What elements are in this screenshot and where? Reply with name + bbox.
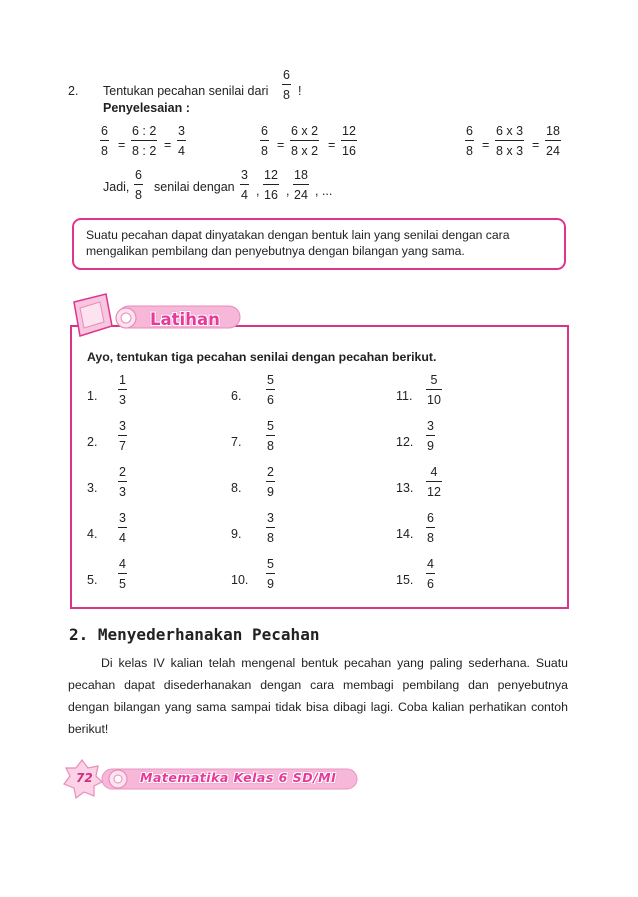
eq3-frac-b [495,124,524,158]
denominator: 8 x 3 [496,144,524,158]
denominator: 6 [267,393,274,407]
latihan-box [70,325,569,609]
exercise-fraction [118,557,127,591]
denominator: 16 [264,188,278,202]
comma: , [256,184,260,198]
denominator: 8 [267,439,274,453]
denominator: 24 [546,144,560,158]
numerator: 2 [119,465,126,479]
denominator: 8 [135,188,142,202]
numerator: 3 [119,419,126,433]
exercise-fraction [266,465,275,499]
numerator: 4 [119,557,126,571]
exercise-fraction [266,557,275,591]
denominator: 8 x 2 [291,144,319,158]
equals-sign: = [277,138,285,152]
numerator: 12 [342,124,356,138]
denominator: 8 [283,88,290,102]
exercise-number: 7. [231,435,242,449]
note-box [72,218,566,270]
ring-inner [114,775,122,783]
prompt-end: ! [298,84,302,98]
exercise-number: 2. [87,435,98,449]
denominator: 8 [101,144,108,158]
numerator: 3 [241,168,248,182]
equals-sign: = [164,138,172,152]
exercise-number: 15. [396,573,414,587]
ring-inner [121,313,131,323]
numerator: 18 [294,168,308,182]
exercise-fraction [426,557,435,591]
exercise-number: 6. [231,389,242,403]
exercise-number: 4. [87,527,98,541]
conclusion-f3 [293,168,309,202]
exercise-number: 9. [231,527,242,541]
exercise-fraction [118,511,127,545]
prompt-fraction [282,68,291,102]
denominator: 12 [427,485,441,499]
denominator: 8 [466,144,473,158]
numerator: 3 [267,511,274,525]
numerator: 5 [267,373,274,387]
denominator: 3 [119,485,126,499]
numerator: 6 x 3 [496,124,524,138]
problem-prompt: Tentukan pecahan senilai dari [103,84,269,98]
denominator: 7 [119,439,126,453]
eq1-frac-c [177,124,186,158]
denominator: 10 [427,393,441,407]
eq2-frac-c [341,124,357,158]
denominator: 8 [261,144,268,158]
exercise-number: 1. [87,389,98,403]
denominator: 8 [427,531,434,545]
exercise-number: 5. [87,573,98,587]
numerator: 6 : 2 [132,124,157,138]
book-title: Matematika Kelas 6 SD/MI [140,770,337,785]
exercise-fraction [426,373,442,407]
exercise-number: 3. [87,481,98,495]
denominator: 16 [342,144,356,158]
latihan-title: Latihan [150,310,220,329]
denominator: 4 [178,144,185,158]
numerator: 6 [135,168,142,182]
equals-sign: = [328,138,336,152]
denominator: 6 [427,577,434,591]
exercise-number: 8. [231,481,242,495]
eq1-frac-b [131,124,157,158]
note-line-2: mengalikan pembilang dan penyebutnya dengan bilangan yang sama. [86,244,465,258]
conclusion-f1 [240,168,249,202]
numerator: 6 [427,511,434,525]
conclusion-mid: senilai dengan [154,180,235,194]
eq3-frac-a [465,124,474,158]
numerator: 6 [283,68,290,82]
conclusion-frac [134,168,143,202]
exercise-fraction [426,511,435,545]
exercise-fraction [266,511,275,545]
denominator: 4 [119,531,126,545]
numerator: 2 [267,465,274,479]
numerator: 3 [119,511,126,525]
problem-number: 2. [68,84,79,98]
numerator: 3 [178,124,185,138]
exercise-number: 13. [396,481,414,495]
numerator: 1 [119,373,126,387]
numerator: 3 [427,419,434,433]
section-heading: 2. Menyederhanakan Pecahan [69,625,320,644]
numerator: 6 [466,124,473,138]
numerator: 6 x 2 [291,124,319,138]
exercise-number: 10. [231,573,249,587]
numerator: 6 [261,124,268,138]
equals-sign: = [482,138,490,152]
exercise-fraction [426,419,435,453]
exercise-number: 14. [396,527,414,541]
numerator: 5 [267,419,274,433]
numerator: 6 [101,124,108,138]
ellipsis: , ... [315,184,333,198]
denominator: 3 [119,393,126,407]
comma: , [286,184,290,198]
equals-sign: = [118,138,126,152]
exercise-fraction [118,465,127,499]
conclusion-jadi: Jadi, [103,180,130,194]
eq1-frac-a [100,124,109,158]
exercise-number: 12. [396,435,414,449]
denominator: 9 [427,439,434,453]
denominator: 8 : 2 [132,144,157,158]
exercise-fraction [266,419,275,453]
numerator: 5 [267,557,274,571]
section-paragraph: Di kelas IV kalian telah mengenal bentuk pecahan yang paling sederhana. Suatu pecahan dapat disederhanakan dengan cara membagi pembilang dan penyebutnya dengan bilangan yang sama sampai tidak bisa dibagi lagi. Coba kalian perhatikan contoh berikut! [68,656,568,736]
eq2-frac-b [290,124,319,158]
denominator: 5 [119,577,126,591]
note-line-1: Suatu pecahan dapat dinyatakan dengan bentuk lain yang senilai dengan cara [86,228,510,242]
numerator: 4 [430,465,438,479]
eq2-frac-a [260,124,269,158]
latihan-instruction: Ayo, tentukan tiga pecahan senilai dengan pecahan berikut. [87,350,437,364]
numerator: 18 [546,124,560,138]
denominator: 4 [241,188,248,202]
exercise-fraction [266,373,275,407]
solution-label: Penyelesaian : [103,101,190,115]
page-number: 72 [76,771,93,785]
exercise-fraction [426,465,442,499]
numerator: 12 [264,168,278,182]
exercise-fraction [118,419,127,453]
numerator: 5 [430,373,438,387]
exercise-number: 11. [396,389,413,403]
exercise-fraction [118,373,127,407]
denominator: 9 [267,577,274,591]
numerator: 4 [427,557,434,571]
eq3-frac-c [545,124,561,158]
equals-sign: = [532,138,540,152]
denominator: 9 [267,485,274,499]
conclusion-f2 [263,168,279,202]
denominator: 24 [294,188,308,202]
denominator: 8 [267,531,274,545]
